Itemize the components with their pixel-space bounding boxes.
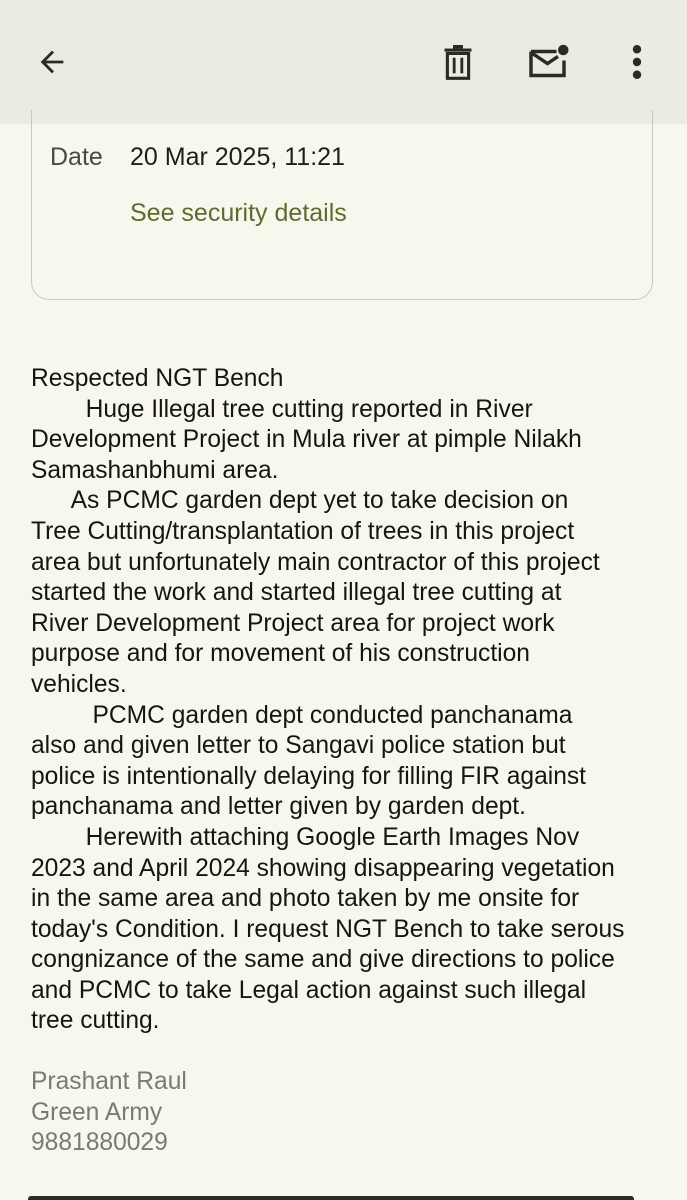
- body-line: panchanama and letter given by garden dept.: [31, 793, 526, 821]
- body-line: started the work and started illegal tree cutting at: [31, 579, 562, 607]
- body-line: tree cutting.: [31, 1007, 160, 1035]
- delete-button[interactable]: [430, 34, 486, 90]
- body-line: today's Condition. I request NGT Bench to take serous: [31, 915, 625, 943]
- message-body: [31, 364, 671, 1037]
- body-line: Tree Cutting/transplantation of trees in this project: [31, 517, 575, 545]
- more-options-button[interactable]: [609, 34, 665, 90]
- trash-icon: [441, 43, 475, 81]
- back-button[interactable]: [24, 34, 80, 90]
- body-line: also and given letter to Sangavi police station but: [31, 732, 566, 760]
- body-line: Huge Illegal tree cutting reported in River: [31, 395, 533, 423]
- body-line: and PCMC to take Legal action against such illegal: [31, 976, 587, 1004]
- signature-block: [31, 1067, 187, 1159]
- body-line: PCMC garden dept conducted panchanama: [31, 701, 573, 729]
- body-line: area but unfortunately main contractor of this project: [31, 548, 600, 576]
- top-app-bar: [0, 0, 687, 124]
- body-line: Development Project in Mula river at pimple Nilakh: [31, 426, 582, 454]
- signature-org: Green Army: [31, 1098, 163, 1126]
- body-line: in the same area and photo taken by me onsite for: [31, 885, 580, 913]
- body-line: Herewith attaching Google Earth Images Nov: [31, 823, 580, 851]
- date-label: Date: [50, 143, 103, 171]
- attachment-preview-edge: [28, 1196, 634, 1200]
- body-line: police is intentionally delaying for filling FIR against: [31, 762, 587, 790]
- signature-name: Prashant Raul: [31, 1068, 187, 1095]
- body-line: vehicles.: [31, 670, 127, 698]
- body-line: purpose and for movement of his construction: [31, 640, 530, 668]
- body-line: Respected NGT Bench: [31, 365, 284, 392]
- security-details-link[interactable]: See security details: [130, 199, 347, 227]
- body-line: As PCMC garden dept yet to take decision on: [31, 487, 569, 515]
- body-line: Samashanbhumi area.: [31, 456, 279, 484]
- body-line: congnizance of the same and give directions to police: [31, 946, 615, 974]
- signature-phone[interactable]: 9881880029: [31, 1129, 168, 1156]
- body-line: River Development Project area for project work: [31, 609, 555, 637]
- more-vertical-icon: [631, 44, 643, 80]
- mail-unread-icon: [528, 43, 570, 81]
- mark-unread-button[interactable]: [521, 34, 577, 90]
- body-line: 2023 and April 2024 showing disappearing vegetation: [31, 854, 615, 882]
- arrow-left-icon: [35, 45, 69, 79]
- date-value: 20 Mar 2025, 11:21: [130, 143, 345, 171]
